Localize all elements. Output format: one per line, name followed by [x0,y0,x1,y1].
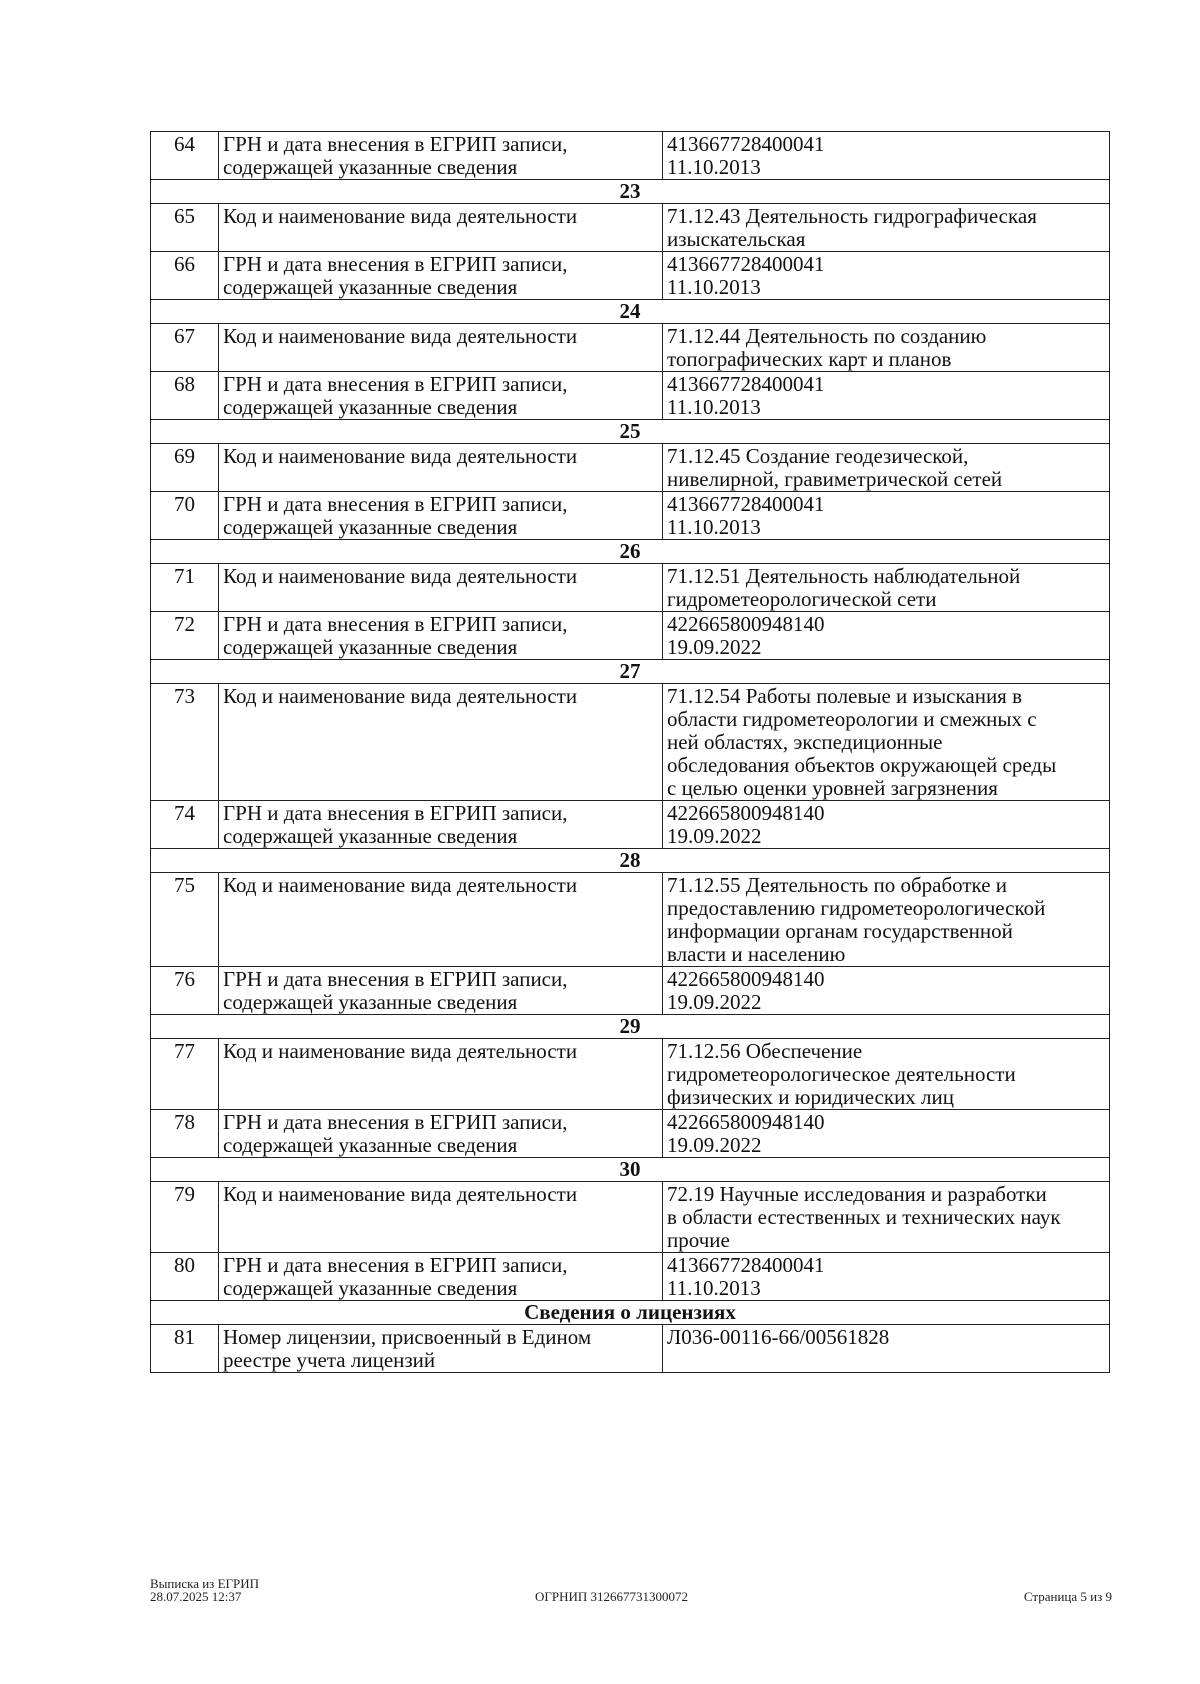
field-value-line: топографических карт и планов [667,347,952,371]
field-value-line: 422665800948140 [667,1110,825,1134]
table-row [151,1182,1110,1253]
field-value-line: нивелирной, гравиметрической сетей [667,467,1003,491]
field-label [219,801,663,849]
field-label [219,252,663,300]
field-label-line: содержащей указанные сведения [223,155,518,179]
field-label-line: ГРН и дата внесения в ЕГРИП записи, [223,1110,568,1134]
section-header-row [151,300,1110,324]
footer-document-name: Выписка из ЕГРИП [150,1576,260,1591]
field-value-line: 71.12.54 Работы полевые и изыскания в [667,684,1023,708]
field-value-line: 71.12.44 Деятельность по созданию [667,324,987,348]
field-label [219,372,663,420]
row-number: 72 [151,612,219,660]
row-number: 69 [151,444,219,492]
row-number: 71 [151,564,219,612]
field-label [219,132,663,180]
table-row [151,612,1110,660]
table-row [151,684,1110,801]
field-value [663,132,1110,180]
field-label [219,564,663,612]
field-label [219,444,663,492]
field-value [663,1253,1110,1301]
field-value-line: 422665800948140 [667,801,825,825]
row-number: 81 [151,1325,219,1373]
section-header-row [151,180,1110,204]
field-label-line: ГРН и дата внесения в ЕГРИП записи, [223,1253,568,1277]
field-label-line: реестре учета лицензий [223,1348,436,1372]
field-value-line: 413667728400041 [667,132,825,156]
footer-document-info [150,1577,259,1603]
field-label-line: содержащей указанные сведения [223,1276,518,1300]
row-number: 65 [151,204,219,252]
field-value-line: Л036-00116-66/00561828 [667,1325,890,1349]
field-label-line: содержащей указанные сведения [223,990,518,1014]
field-value [663,372,1110,420]
field-value-line: 413667728400041 [667,252,825,276]
row-number: 74 [151,801,219,849]
field-label [219,204,663,252]
field-value [663,204,1110,252]
row-number: 66 [151,252,219,300]
field-label-line: Код и наименование вида деятельности [223,324,578,348]
field-value-line: информации органам государственной [667,919,1013,943]
field-value-line: 11.10.2013 [667,275,761,299]
section-title: 30 [151,1158,1110,1182]
field-value [663,564,1110,612]
table-row [151,252,1110,300]
field-label-line: ГРН и дата внесения в ЕГРИП записи, [223,967,568,991]
field-value-line: 11.10.2013 [667,395,761,419]
field-label [219,1325,663,1373]
field-label-line: Код и наименование вида деятельности [223,873,578,897]
row-number: 67 [151,324,219,372]
row-number: 78 [151,1110,219,1158]
footer-ogrnip: ОГРНИП 312667731300072 [535,1589,689,1604]
table-row [151,372,1110,420]
section-header-row [151,660,1110,684]
field-label-line: содержащей указанные сведения [223,275,518,299]
field-label-line: Номер лицензии, присвоенный в Едином [223,1325,592,1349]
row-number: 80 [151,1253,219,1301]
table-row [151,204,1110,252]
row-number: 70 [151,492,219,540]
row-number: 64 [151,132,219,180]
field-value-line: ней областях, экспедиционные [667,730,943,754]
field-value-line: 413667728400041 [667,1253,825,1277]
table-row [151,564,1110,612]
row-number: 76 [151,967,219,1015]
section-header-row [151,420,1110,444]
field-label-line: Код и наименование вида деятельности [223,684,578,708]
field-value [663,1182,1110,1253]
table-row [151,132,1110,180]
field-value-line: в области естественных и технических наук [667,1205,1061,1229]
field-label-line: содержащей указанные сведения [223,395,518,419]
field-label-line: ГРН и дата внесения в ЕГРИП записи, [223,492,568,516]
section-title: 28 [151,849,1110,873]
field-label-line: содержащей указанные сведения [223,824,518,848]
egrip-extract-table [150,131,1110,1373]
field-value-line: 11.10.2013 [667,515,761,539]
row-number: 75 [151,873,219,967]
table-row [151,873,1110,967]
field-value-line: гидрометеорологической сети [667,587,937,611]
field-value-line: 11.10.2013 [667,155,761,179]
row-number: 79 [151,1182,219,1253]
table-row [151,1039,1110,1110]
field-label [219,684,663,801]
section-title: 25 [151,420,1110,444]
table-row [151,444,1110,492]
field-value-line: 422665800948140 [667,612,825,636]
field-label-line: ГРН и дата внесения в ЕГРИП записи, [223,252,568,276]
field-value-line: 19.09.2022 [667,1133,762,1157]
field-label-line: Код и наименование вида деятельности [223,1039,578,1063]
table-row [151,324,1110,372]
field-value [663,1325,1110,1373]
field-value-line: области гидрометеорологии и смежных с [667,707,1037,731]
field-value [663,684,1110,801]
field-value-line: 413667728400041 [667,492,825,516]
section-title: 29 [151,1015,1110,1039]
table-body [151,132,1110,1373]
field-value [663,1110,1110,1158]
field-value-line: власти и населению [667,942,846,966]
field-label [219,1253,663,1301]
table-row [151,1253,1110,1301]
field-label-line: содержащей указанные сведения [223,1133,518,1157]
field-value [663,444,1110,492]
field-value-line: изыскательская [667,227,806,251]
field-label [219,1182,663,1253]
field-label [219,873,663,967]
table-row [151,967,1110,1015]
field-label-line: ГРН и дата внесения в ЕГРИП записи, [223,801,568,825]
field-label [219,492,663,540]
section-title: Сведения о лицензиях [151,1301,1110,1325]
field-value-line: 413667728400041 [667,372,825,396]
section-header-row [151,1015,1110,1039]
field-value [663,967,1110,1015]
field-label [219,967,663,1015]
row-number: 73 [151,684,219,801]
field-label-line: Код и наименование вида деятельности [223,444,578,468]
field-label [219,1039,663,1110]
section-title: 26 [151,540,1110,564]
field-label-line: Код и наименование вида деятельности [223,564,578,588]
section-header-row [151,1158,1110,1182]
section-title: 23 [151,180,1110,204]
field-value-line: 422665800948140 [667,967,825,991]
field-label-line: ГРН и дата внесения в ЕГРИП записи, [223,372,568,396]
field-value [663,492,1110,540]
field-label [219,1110,663,1158]
footer-page-number: Страница 5 из 9 [1023,1589,1112,1604]
field-label-line: содержащей указанные сведения [223,515,518,539]
field-value-line: 19.09.2022 [667,635,762,659]
field-value-line: гидрометеорологическое деятельности [667,1062,1016,1086]
table-row [151,492,1110,540]
field-value-line: физических и юридических лиц [667,1085,955,1109]
field-value [663,873,1110,967]
row-number: 77 [151,1039,219,1110]
field-value-line: 71.12.55 Деятельность по обработке и [667,873,1008,897]
field-value-line: 71.12.56 Обеспечение [667,1039,863,1063]
field-label [219,324,663,372]
field-value-line: 71.12.43 Деятельность гидрографическая [667,204,1037,228]
field-label-line: Код и наименование вида деятельности [223,1182,578,1206]
table-row [151,801,1110,849]
field-value-line: 19.09.2022 [667,824,762,848]
section-header-row [151,1301,1110,1325]
footer-timestamp: 28.07.2025 12:37 [150,1589,242,1604]
field-value [663,801,1110,849]
field-label [219,612,663,660]
field-label-line: ГРН и дата внесения в ЕГРИП записи, [223,132,568,156]
section-title: 27 [151,660,1110,684]
field-value [663,612,1110,660]
field-value-line: обследования объектов окружающей среды [667,753,1057,777]
field-value-line: прочие [667,1228,730,1252]
field-value-line: 19.09.2022 [667,990,762,1014]
field-value [663,324,1110,372]
table-row [151,1110,1110,1158]
field-label-line: ГРН и дата внесения в ЕГРИП записи, [223,612,568,636]
field-value-line: 11.10.2013 [667,1276,761,1300]
section-header-row [151,849,1110,873]
field-value-line: с целью оценки уровней загрязнения [667,776,998,800]
field-value [663,252,1110,300]
field-value-line: 72.19 Научные исследования и разработки [667,1182,1047,1206]
section-title: 24 [151,300,1110,324]
field-value-line: предоставлению гидрометеорологической [667,896,1046,920]
field-value-line: 71.12.51 Деятельность наблюдательной [667,564,1021,588]
field-value-line: 71.12.45 Создание геодезической, [667,444,969,468]
field-value [663,1039,1110,1110]
row-number: 68 [151,372,219,420]
field-label-line: Код и наименование вида деятельности [223,204,578,228]
field-label-line: содержащей указанные сведения [223,635,518,659]
section-header-row [151,540,1110,564]
table-row [151,1325,1110,1373]
